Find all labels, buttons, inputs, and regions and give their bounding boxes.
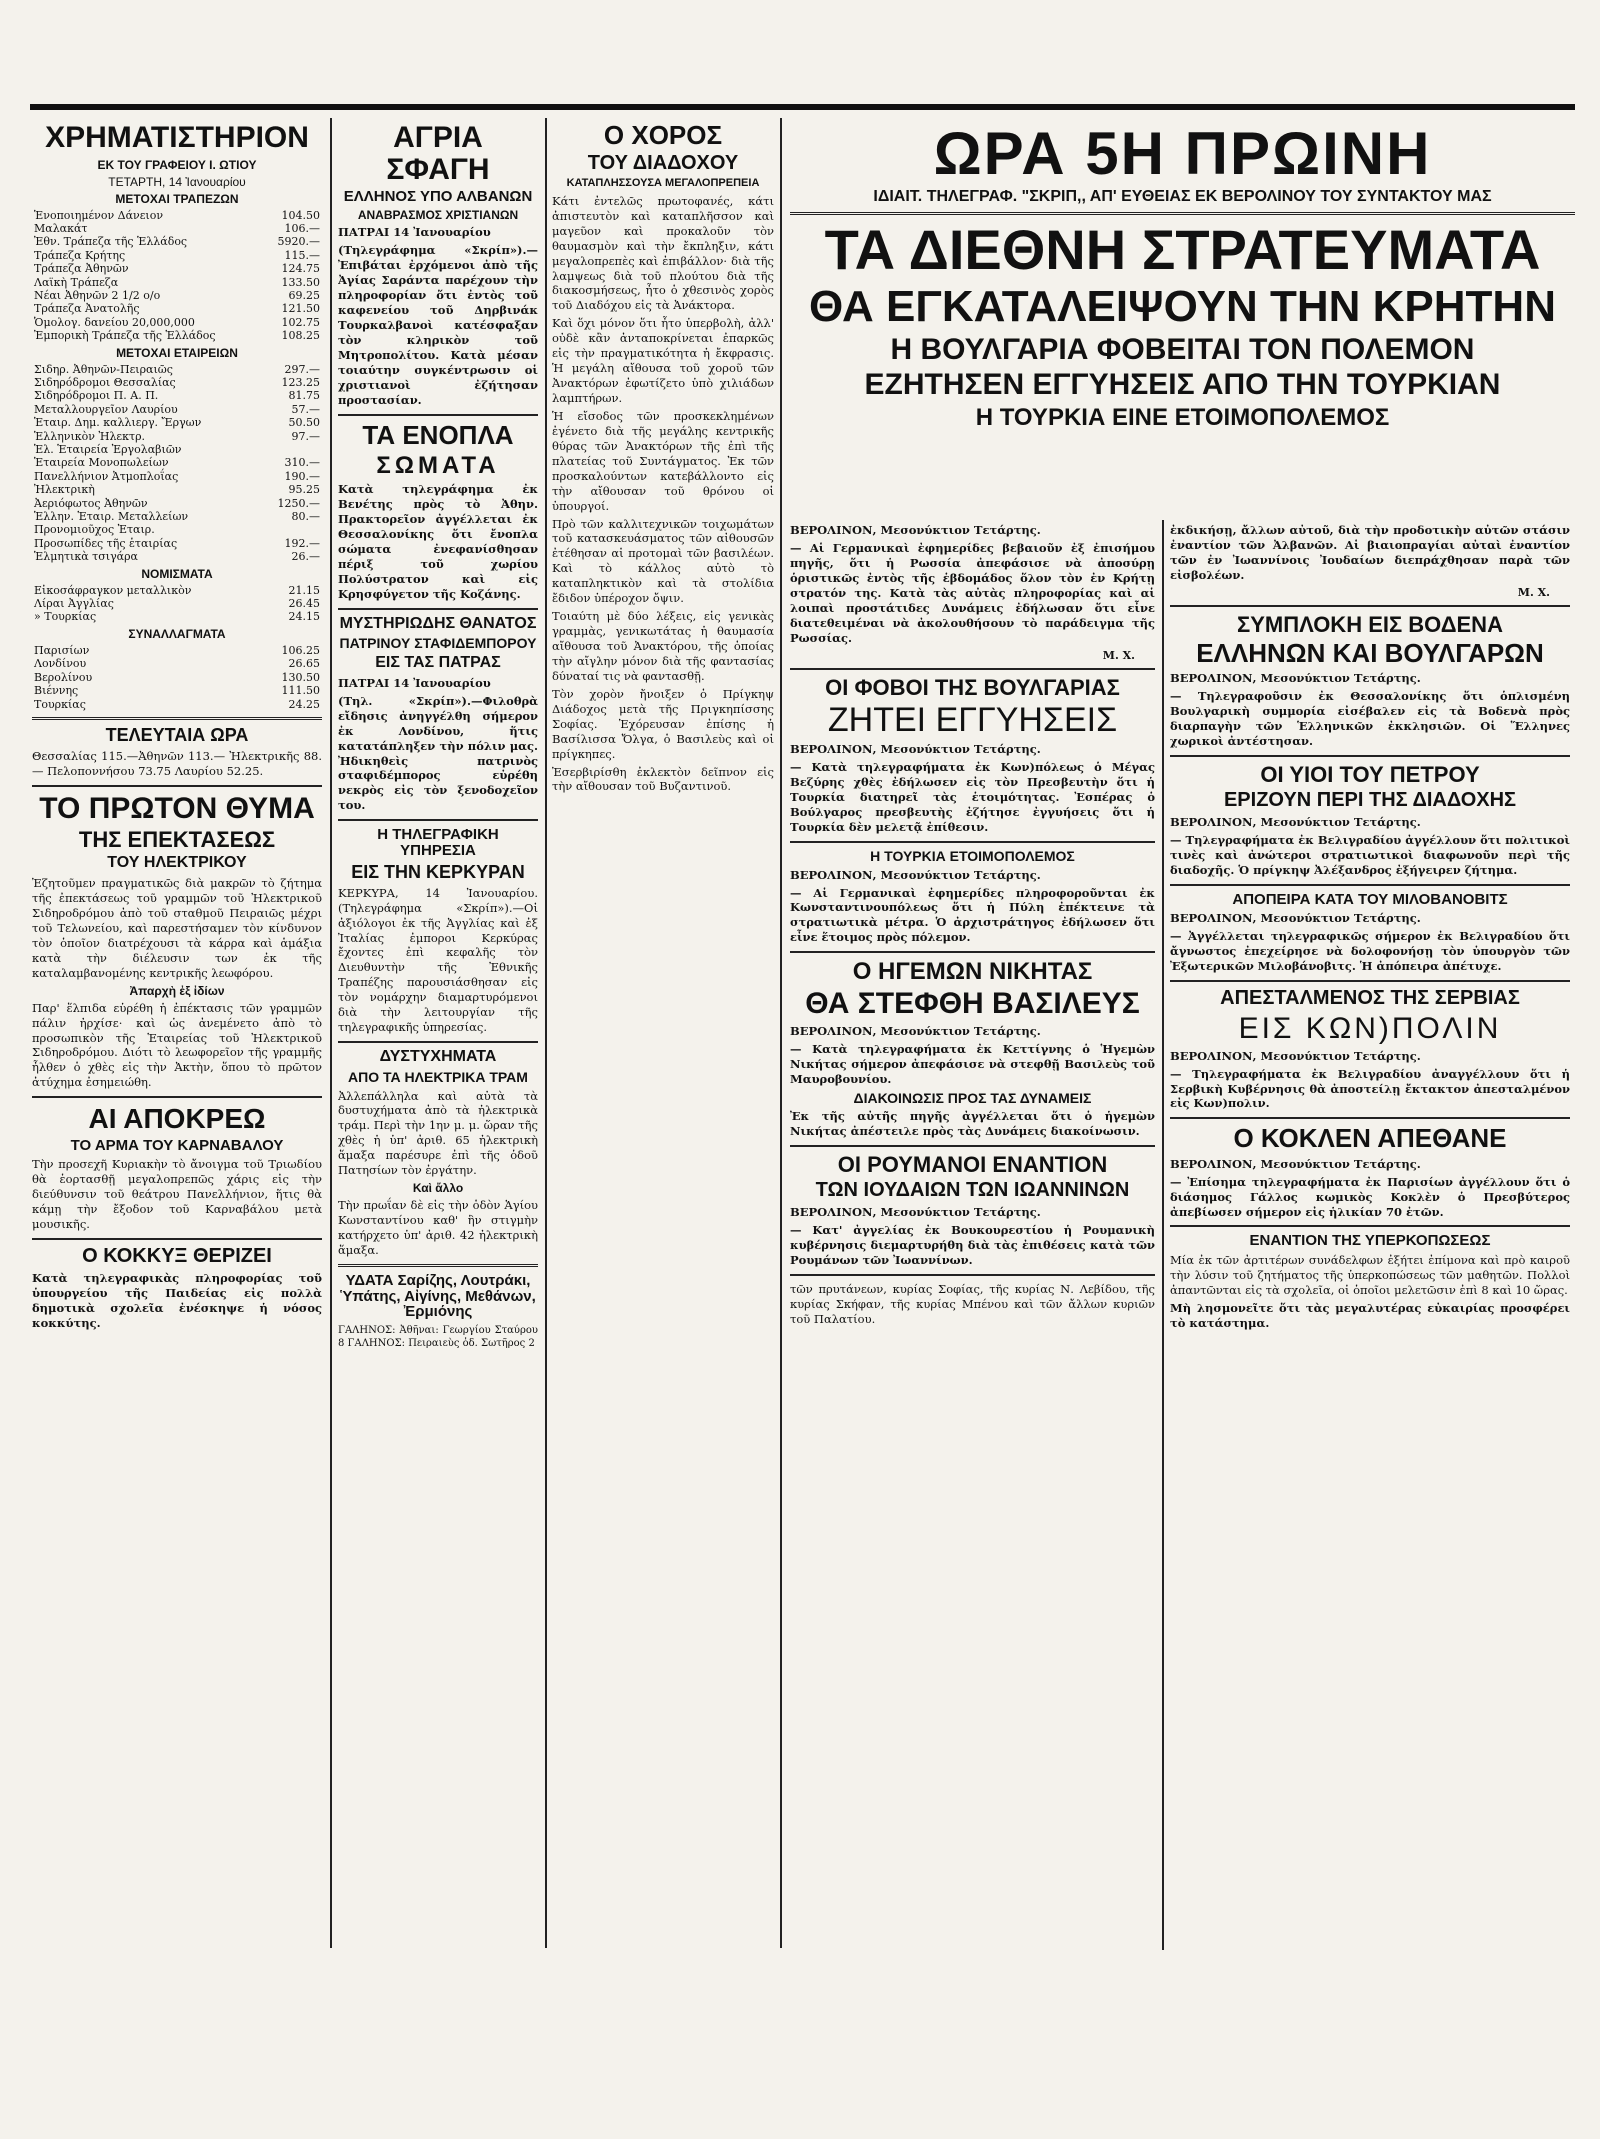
article-body: — Ἀγγέλλεται τηλεγραφικῶς σήμερον ἐκ Βελιγραδίου ὅτι ἄγνωστος ἐπεχείρησε νὰ δολοφονήσῃ τὸν ὑπουργὸν τῶν Ἐξωτερικῶν Μιλοβάνοβιτς. Ἡ ἀπόπειρα ἀπέτυχε. — [1170, 929, 1570, 974]
market-name: Βερολίνου — [34, 670, 93, 684]
divider — [790, 212, 1575, 215]
signature: Μ. Χ. — [1517, 585, 1550, 599]
article-body: — Τηλεγραφήματα ἐκ Βελιγραδίου ἀναγγέλλουν ὅτι ἡ Σερβικὴ Κυβέρνησις θὰ ἀποστείλῃ ἔκτακτον ἀπεσταλμένον εἰς Κων)πολιν. — [1170, 1066, 1570, 1111]
column-divider — [1162, 520, 1164, 1950]
market-name: Ἑλμητικὰ τσιγάρα — [34, 550, 138, 564]
article-title: ΟΙ ΥΙΟΙ ΤΟΥ ΠΕΤΡΟΥ — [1260, 761, 1480, 787]
market-value: 50.50 — [288, 416, 320, 430]
market-value: 106.25 — [281, 643, 320, 657]
market-value: 5920.— — [277, 235, 320, 249]
article-body: Ἀλλεπάλληλα καὶ αὐτὰ τὰ δυστυχήματα ἀπὸ τὰ ἠλεκτρικὰ τράμ. Περὶ τὴν 1ην μ. μ. ὥραν τῆς χθὲς ἡ ὑπ' ἀριθ. 65 ἠλεκτρικὴ ἅμαξα παρέσυρε ἐπὶ τῆς ὁδοῦ Πατησίων τὸν ἐργάτην. — [338, 1088, 538, 1178]
market-value: 130.50 — [281, 670, 320, 684]
market-row — [32, 470, 322, 483]
article-body: — Τηλεγραφήματα ἐκ Βελιγραδίου ἀγγέλλουν ὅτι πολιτικοὶ τινὲς καὶ ἀνώτεροι στρατιωτικοὶ διαφωνοῦν περὶ τῆς διαδοχῆς. Ὁ πρίγκηψ Ἀλέξανδρος ἐξήγειρεν ζήτημα. — [1170, 832, 1570, 877]
market-value: 124.75 — [281, 262, 320, 276]
article-body: (Τηλεγράφημα «Σκρίπ»).—Ἐπιβάται ἐρχόμενοι ἀπὸ τῆς Ἀγίας Σαράντα παρέχουν τὴν πληροφορίαν ὅτι ἐντὸς τοῦ καφενείου τοῦ Δηρβινάκ Τουρκαλβανοὶ κατέσφαξαν τὸν κληρικὸν τοῦ Μητροπολίτου. Κατὰ μέσαν τοιαύτην συγκέντρωσιν οἱ χριστιανοὶ ἐζήτησαν προστασίαν. — [338, 243, 538, 407]
company-shares-table — [32, 363, 322, 564]
article-body: Τὴν πρωΐαν δὲ εἰς τὴν ὁδὸν Ἁγίου Κωνσταντίνου καθ' ἣν στιγμὴν κατήρχετο ὑπ' ἀριθ. 42 ἠλεκτρικὴ ἅμαξα. — [338, 1198, 538, 1257]
market-value: 297.— — [284, 362, 320, 376]
article-body: (Τηλ. «Σκρίπ»).—Φιλοθρὰ εἴδησις ἀνηγγέλθη σήμερον ἐκ Λονδίνου, ἥτις κατατάπληξεν τὴν πόλιν μας. Ἠδικηθεὶς πατρινὸς σταφιδέμπορος εὑρέθη νεκρὸς εἰς τὸν ξενοδοχεῖον του. — [338, 693, 538, 813]
article-body: — Αἱ Γερμανικαὶ ἐφημερίδες βεβαιοῦν ἐξ ἐπισήμου πηγῆς, ὅτι ἡ Ρωσσία ἀπεφάσισε νὰ ἀποσύρῃ ὁριστικῶς ἐντὸς τῆς ἑβδομάδος ὅλον τὸν ἐν Κρήτῃ στρατόν της. Κατὰ τὰς αὐτὰς πληροφορίας καὶ αἱ λοιπαὶ προστάτιδες Δυνάμεις ἐδήλωσαν ὅτι εἶνε διατεθειμέναι νὰ ἀκολουθήσουν τὸ παράδειγμα τῆς Ρωσσίας. — [790, 540, 1155, 645]
article-title: ΑΙ ΑΠΟΚΡΕΩ — [88, 1103, 266, 1135]
market-name: Τράπεζα Ἀνατολῆς — [34, 302, 140, 316]
article-body: — Ἐπίσημα τηλεγραφήματα ἐκ Παρισίων ἀγγέλλουν ὅτι ὁ διάσημος Γάλλος κωμικὸς Κοκλὲν ὁ Πρεσβύτερος ἀπεβίωσεν σήμερον εἰς ἡλικίαν 70 ἐτῶν. — [1170, 1174, 1570, 1219]
article-title: ΔΥΣΤΥΧΗΜΑΤΑ — [379, 1048, 497, 1066]
market-row — [32, 584, 322, 597]
market-value: 97.— — [291, 429, 320, 443]
column-five — [1170, 520, 1570, 1950]
article-body: Κατὰ τηλεγράφημα ἐκ Βενέτης πρὸς τὸ Ἀθην. Πρακτορεῖον ἀγγέλλεται ἐκ Θεσσαλονίκης ὅτι ἔνοπλα σώματα ἐνεφανίσθησαν πέριξ τοῦ χωρίου Πολύστρατον καὶ εἰς Κρησφύγετον τῆς Κοζάνης. — [338, 482, 538, 601]
article-body: Καὶ ὅχι μόνον ὅτι ἦτο ὑπερβολὴ, ἀλλ' οὐδὲ κἂν ἀνταποκρίνεται ἐπαρκῶς εἰς τὴν πραγματικότητα ἡ ἔκφρασις. Ἡ μεγάλη αἴθουσα τοῦ χοροῦ τῶν Ἀνακτόρων ἐφωτίζετο ὑπὸ χιλιάδων λαμπτήρων. — [552, 316, 774, 406]
article-body: Μία ἐκ τῶν ἀρτιτέρων συνάδελφων ἐξήτει ἐπίμονα καὶ πρὸ καιροῦ τὴν λύσιν τοῦ ζητήματος τῆς ὑπερκοπώσεως τῶν μαθητῶν. Πολλοὶ ἀπαντῶνται εἰς τὰ σχολεῖα, οἱ ὁποῖοι μελετῶσιν ἐπὶ 8 καὶ 10 ὥρας. — [1170, 1253, 1570, 1298]
market-row — [32, 302, 322, 315]
market-value — [260, 523, 322, 536]
article-title: ΤΑ ΕΝΟΠΛΑ — [362, 419, 514, 450]
dateline: ΠΑΤΡΑΙ 14 Ἰανουαρίου — [338, 225, 491, 240]
divider — [1170, 1117, 1570, 1119]
divider — [1170, 605, 1570, 607]
market-value — [260, 443, 322, 456]
article-body: Ἡ εἴσοδος τῶν προσκεκλημένων ἐγένετο διὰ τῆς μεγάλης κεντρικῆς θύρας τῶν Ἀνακτόρων τῆς ἐπὶ τῆς πλατείας τοῦ Συντάγματος. Ἐκ τῶν προσκαλούντων κατεβάλλοντο εἰς τὴν αἴθουσαν τοῦ θρόνου οἱ ὑπουργοί. — [552, 408, 774, 513]
article-body: — Κατὰ τηλεγραφήματα ἐκ Κεττίγνης ὁ Ἡγεμὼν Νικήτας σήμερον ἀπεφάσισε νὰ στεφθῇ Βασιλεὺς τοῦ Μαυροβουνίου. — [790, 1041, 1155, 1086]
bank-shares-table — [32, 209, 322, 343]
dateline: ΒΕΡΟΛΙΝΟΝ, Μεσονύκτιον Τετάρτης. — [1170, 911, 1421, 926]
market-name: Ἐμπορικὴ Τράπεζα τῆς Ἑλλάδος — [34, 329, 216, 343]
notice: Μὴ λησμονεῖτε ὅτι τὰς μεγαλυτέρας εὐκαιρίας προσφέρει τὸ κατάστημα. — [1170, 1301, 1570, 1330]
article-body: Κάτι ἐντελῶς πρωτοφανές, κάτι ἀπιστευτὸν καὶ καταπλῆσσον καὶ μαγεῦον καὶ προκαλοῦν τὸν θαυμασμὸν καὶ τὴν ἔκπληξιν, κάτι μεγαλοπρεπὲς καὶ ἐπιβάλλον· διὰ τῆς λαμψεως διὰ τοῦ πλούτου διὰ τῆς διακοσμήσεως, ἦτο ὁ χθεσινὸς χορὸς τοῦ Διαδόχου εἰς τὰ Ἀνάκτορα. — [552, 193, 774, 313]
market-name: Ὁμολογ. δανείου 20,000,000 — [34, 315, 195, 329]
market-value: 95.25 — [288, 483, 320, 497]
market-name: Τουρκίας — [34, 697, 86, 711]
article-body: Πρὸ τῶν καλλιτεχνικῶν τοιχωμάτων τοῦ κατασκευάσματος τῶν αἰθουσῶν ἐτέθησαν αἱ προτομαὶ τῶν βασιλέων. Καὶ τὸ κάλλος αὐτὸ τὸ καταπληκτικὸν καὶ τὰ στολίδια ἔδιδον ὑπέροχον ὄψιν. — [552, 516, 774, 606]
main-headline: ΕΖΗΤΗΣΕΝ ΕΓΓΥΗΣΕΙΣ ΑΠΟ ΤΗΝ ΤΟΥΡΚΙΑΝ — [864, 368, 1501, 402]
market-row — [32, 523, 322, 536]
divider — [790, 668, 1155, 670]
article-body: ΚΕΡΚΥΡΑ, 14 Ἰανουαρίου. (Τηλεγράφημα «Σκρίπ»).—Οἱ ἀξιόλογοι ἐκ τῆς Ἀγγλίας καὶ ἐξ Ἰταλίας ἐμποροι Κερκύρας ἔχοντες ἐπὶ κεφαλῆς τὸν Διευθυντὴν τῆς Ἐθνικῆς Τραπέζης παρουσιάσθησαν εἰς τὸν νομάρχην διαμαρτυρόμενοι διὰ τὴν λειτουργίαν τῆς τηλεγραφικῆς ὑπηρεσίας. — [338, 885, 538, 1035]
market-name: Λίραι Ἀγγλίας — [34, 597, 114, 611]
divider — [32, 717, 322, 720]
market-row — [32, 403, 322, 416]
market-value: 115.— — [284, 248, 320, 262]
column-divider — [545, 118, 547, 1948]
signature: Μ. Χ. — [1102, 648, 1135, 662]
article-body: Κατὰ τηλεγραφικὰς πληροφορίας τοῦ ὑπουργείου τῆς Παιδείας εἰς πολλὰ δημοτικὰ σχολεῖα ἐνέσκηψε ἡ νόσος κοκκύτης. — [32, 1271, 322, 1330]
column-two — [338, 118, 538, 1948]
divider — [790, 1145, 1155, 1147]
market-row — [32, 389, 322, 402]
market-name: Νέαι Ἀθηνῶν 2 1/2 ο/ο — [34, 288, 161, 302]
market-row — [32, 235, 322, 248]
market-row — [32, 657, 322, 670]
masthead-title: ΩΡΑ 5Η ΠΡΩΙΝΗ — [933, 120, 1432, 187]
article-body: Τὸν χορὸν ἤνοιξεν ὁ Πρίγκηψ Διάδοχος μετὰ τῆς Πριγκηπίσσης Σοφίας. Ἐχόρευσαν ἐπίσης ἡ Βασίλισσα Ὄλγα, ὁ Βασιλεὺς καὶ οἱ πρίγκηπες. — [552, 686, 774, 761]
article-title: ΤΟ ΠΡΩΤΟΝ ΘΥΜΑ — [39, 791, 315, 825]
market-value: 102.75 — [281, 315, 320, 329]
market-value: 24.15 — [288, 610, 320, 624]
masthead-subtitle: ΙΔΙΑΙΤ. ΤΗΛΕΓΡΑΦ. "ΣΚΡΙΠ,, ΑΠ' ΕΥΘΕΙΑΣ ΕΚ ΒΕΡΟΛΙΝΟΥ ΤΟΥ ΣΥΝΤΑΚΤΟΥ ΜΑΣ — [873, 188, 1492, 205]
coins-table — [32, 584, 322, 624]
market-name: Βιέννης — [34, 684, 79, 698]
divider — [338, 819, 538, 821]
divider — [790, 1274, 1155, 1276]
advert-body: ΓΑΛΗΝΟΣ: Ἀθῆναι: Γεωργίου Σταύρου 8 ΓΑΛΗΝΟΣ: Πειραιεὺς ὁδ. Σωτῆρος 2 — [338, 1325, 538, 1350]
column-source: ΕΚ ΤΟΥ ΓΡΑΦΕΙΟΥ Ι. ΩΤΙΟΥ — [97, 157, 257, 172]
article-title: Ο ΚΟΚΛΕΝ ΑΠΕΘΑΝΕ — [1233, 1123, 1507, 1154]
article-subtitle: ΤΗΣ ΕΠΕΚΤΑΣΕΩΣ — [78, 827, 276, 853]
market-name: Ἑλλην. Ἑταιρ. Μεταλλείων — [34, 510, 189, 524]
article-body: ἐκδικήσῃ, ἄλλων αὐτοῦ, διὰ τὴν προδοτικὴν αὐτῶν στάσιν ἐναντίον τῶν Ἀλβανῶν. Αἱ βιαιοπραγίαι αὐταὶ ἐναντίον τῶν ἐν Ἰωαννίνοις Ἰουδαίων διεπράχθησαν παρὰ τῶν εἰσβολέων. — [1170, 523, 1570, 582]
market-name: Σιδηρ. Ἀθηνῶν-Πειραιῶς — [34, 362, 173, 376]
market-name: » Τουρκίας — [34, 610, 97, 624]
article-subtitle: ΕΛΛΗΝΟΣ ΥΠΟ ΑΛΒΑΝΩΝ — [343, 188, 533, 205]
market-name: Ἑταιρεία Μονοπωλείων — [34, 456, 169, 470]
article-title: Ο ΗΓΕΜΩΝ ΝΙΚΗΤΑΣ — [852, 958, 1093, 986]
market-row — [32, 644, 322, 657]
market-row — [32, 671, 322, 684]
market-value: 26.— — [291, 550, 320, 564]
article-title: ΑΓΡΙΑ ΣΦΑΓΗ — [386, 121, 490, 186]
market-name: Λονδίνου — [34, 657, 87, 671]
divider — [790, 951, 1155, 953]
market-value: 104.50 — [281, 208, 320, 222]
dateline: ΒΕΡΟΛΙΝΟΝ, Μεσονύκτιον Τετάρτης. — [1170, 1048, 1421, 1063]
market-row — [32, 430, 322, 443]
column-divider — [780, 118, 782, 1948]
market-row — [32, 510, 322, 523]
market-value: 24.25 — [288, 697, 320, 711]
market-value: 57.— — [291, 402, 320, 416]
market-value: 310.— — [284, 456, 320, 470]
article-subtitle: ΕΙΣ ΤΑΣ ΠΑΤΡΑΣ — [375, 654, 501, 672]
column-divider — [330, 118, 332, 1948]
article-subtitle: ΤΟΥ ΗΛΕΚΤΡΙΚΟΥ — [107, 854, 247, 872]
market-row — [32, 483, 322, 496]
market-row — [32, 497, 322, 510]
article-body: Ἐκ τῆς αὐτῆς πηγῆς ἀγγέλλεται ὅτι ὁ ἡγεμὼν Νικήτας ἀπέστειλε πρὸς τὰς Δυνάμεις διακοίνωσιν. — [790, 1109, 1155, 1139]
article-title: ΣΥΜΠΛΟΚΗ ΕΙΣ ΒΟΔΕΝΑ — [1237, 611, 1503, 637]
divider — [790, 841, 1155, 843]
dateline: ΒΕΡΟΛΙΝΟΝ, Μεσονύκτιον Τετάρτης. — [790, 523, 1041, 537]
market-row — [32, 443, 322, 456]
market-value: 108.25 — [281, 329, 320, 343]
market-value: 121.50 — [281, 302, 320, 316]
market-value: 81.75 — [288, 389, 320, 403]
main-headline: ΤΑ ΔΙΕΘΝΗ ΣΤΡΑΤΕΥΜΑΤΑ — [824, 217, 1541, 281]
dateline: ΒΕΡΟΛΙΝΟΝ, Μεσονύκτιον Τετάρτης. — [1170, 1156, 1421, 1171]
divider — [1170, 884, 1570, 886]
article-subtitle: ΑΠΟ ΤΑ ΗΛΕΚΤΡΙΚΑ ΤΡΑΜ — [348, 1068, 528, 1085]
section-heading: ΣΥΝΑΛΛΑΓΜΑΤΑ — [128, 626, 226, 641]
dateline: ΒΕΡΟΛΙΝΟΝ, Μεσονύκτιον Τετάρτης. — [790, 742, 1041, 757]
article-body: — Κατ' ἀγγελίας ἐκ Βουκουρεστίου ἡ Ρουμανικὴ κυβέρνησις διεμαρτυρήθη διὰ τὰς ἐπιθέσεις κατὰ τῶν Ρουμάνων τῶν Ἰωαννίνων. — [790, 1223, 1155, 1268]
market-value: 190.— — [284, 469, 320, 483]
market-name: Εἰκοσάφραγκον μεταλλικὸν — [34, 583, 192, 597]
advert-title: ΥΔΑΤΑ Σαρίζης, Λουτράκι, Ὑπάτης, Αἰγίνης, Μεθάνων, Ἐρμιόνης — [340, 1271, 536, 1321]
market-row — [32, 363, 322, 376]
market-row — [32, 416, 322, 429]
market-name: Πανελλήνιον Ἀτμοπλοΐας — [34, 469, 179, 483]
dateline: ΒΕΡΟΛΙΝΟΝ, Μεσονύκτιον Τετάρτης. — [790, 867, 1041, 882]
column-title: ΧΡΗΜΑΤΙΣΤΗΡΙΟΝ — [45, 121, 309, 154]
article-body: Τὴν προσεχῆ Κυριακὴν τὸ ἄνοιγμα τοῦ Τριωδίου θὰ ἑορτασθῇ μεγαλοπρεπῶς χάρις εἰς τὴν διεύθυνσιν τοῦ θεάτρου Πανελλήνιον, ἥτις θὰ κάμῃ τὴν ἔξοδον τοῦ Καρναβάλου μετὰ μουσικῆς. — [32, 1157, 322, 1232]
market-value: 106.— — [284, 221, 320, 235]
market-name: Τράπεζα Ἀθηνῶν — [34, 262, 129, 276]
market-name: Ἑλ. Ἑταιρεία Ἐργολαβιῶν — [34, 443, 182, 456]
market-name: Ἠλεκτρικὴ — [34, 483, 95, 497]
article-body: Ἐσερβιρίσθη ἐκλεκτὸν δεῖπνον εἰς τὴν αἴθουσαν τοῦ Βυζαντινοῦ. — [552, 764, 774, 794]
market-value: 80.— — [291, 510, 320, 524]
market-row — [32, 550, 322, 563]
dateline: ΒΕΡΟΛΙΝΟΝ, Μεσονύκτιον Τετάρτης. — [790, 1205, 1041, 1220]
article-subtitle: ΤΩΝ ΙΟΥΔΑΙΩΝ ΤΩΝ ΙΩΑΝΝΙΝΩΝ — [815, 1179, 1130, 1202]
market-value: 21.15 — [288, 583, 320, 597]
market-name: Προσωπίδες τῆς ἑταιρίας — [34, 536, 178, 550]
article-body: — Κατὰ τηλεγραφήματα ἐκ Κων)πόλεως ὁ Μέγας Βεζύρης χθὲς ἐδήλωσεν εἰς τὸν Πρεσβευτὴν ὅτι ἡ Τουρκία διατηρεῖ τὰς ἑτοιμότητας. Ἐσπέρας ὁ Βούλγαρος πρεσβευτὴς ἐζήτησε ἐγγυήσεις ὅτι ἡ Τουρκία δὲν μελετᾷ ἐπίθεσιν. — [790, 760, 1155, 834]
market-name: Τράπεζα Κρήτης — [34, 248, 126, 262]
market-name: Ἀεριόφωτος Ἀθηνῶν — [34, 496, 148, 510]
market-value: 26.45 — [288, 597, 320, 611]
market-row — [32, 276, 322, 289]
article-subtitle: ΕΙΣ ΚΩΝ)ΠΟΛΙΝ — [1238, 1012, 1502, 1046]
last-hour-text: Θεσσαλίας 115.—Ἀθηνῶν 113.— Ἠλεκτρικῆς 88. — Πελοποννήσου 73.75 Λαυρίου 52.25. — [32, 748, 322, 778]
article-title: Ο ΚΟΚΚΥΞ ΘΕΡΙΖΕΙ — [82, 1245, 272, 1268]
last-hour-title: ΤΕΛΕΥΤΑΙΑ ΩΡΑ — [105, 724, 249, 745]
article-subtitle: ΤΟ ΑΡΜΑ ΤΟΥ ΚΑΡΝΑΒΑΛΟΥ — [70, 1136, 284, 1154]
market-name: Μαλακάτ — [34, 221, 88, 235]
divider — [338, 414, 538, 416]
column-date: ΤΕΤΑΡΤΗ, 14 Ἰανουαρίου — [108, 174, 246, 189]
main-headline: ΘΑ ΕΓΚΑΤΑΛΕΙΨΟΥΝ ΤΗΝ ΚΡΗΤΗΝ — [809, 281, 1556, 331]
column-stock-market — [32, 118, 322, 1948]
article-body: Παρ' ἕλπιδα εὑρέθη ἡ ἐπέκτασις τῶν γραμμῶν πάλιν ἠρχίσε· καὶ ὡς ἀνεμένετο ἀπὸ τὸ προσωπικὸν τῆς Ἑταιρείας τοῦ Ἠλεκτρικοῦ Σιδηροδρόμου. Διότι τὸ λεωφορεῖον τῆς γραμμῆς ἦλθεν ὁ χθὲς εἰς τὴν Ἀκτὴν, ὅπου τὸ πρῶτον ἀτύχημα ἐσημειώθη. — [32, 1000, 322, 1090]
divider — [32, 1238, 322, 1240]
column-three — [552, 118, 774, 1948]
market-value: 26.65 — [288, 657, 320, 671]
article-subtitle: ΠΑΤΡΙΝΟΥ ΣΤΑΦΙΔΕΜΠΟΡΟΥ — [339, 635, 537, 652]
market-name: Σιδηρόδρομοι Π. Α. Π. — [34, 389, 159, 403]
market-value: 69.25 — [288, 288, 320, 302]
exchange-table — [32, 644, 322, 711]
article-body: — Αἱ Γερμανικαὶ ἐφημερίδες πληροφοροῦνται ἐκ Κωνσταντινουπόλεως ὅτι ἡ Πύλη ἐπέκτεινε τὰ στρατιωτικὰ μέτρα. Ὁ ἀρχιστράτηγος ἐδήλωσεν ὅτι εἶνε ἕτοιμος πρὸς πόλεμον. — [790, 885, 1155, 945]
market-row — [32, 610, 322, 623]
section-heading: ΝΟΜΙΣΜΑΤΑ — [141, 566, 213, 581]
market-name: Παρισίων — [34, 643, 90, 657]
market-name: Λαϊκὴ Τράπεζα — [34, 275, 119, 289]
article-title: ΟΙ ΡΟΥΜΑΝΟΙ ΕΝΑΝΤΙΟΝ — [837, 1152, 1108, 1178]
main-headline: Η ΤΟΥΡΚΙΑ ΕΙΝΕ ΕΤΟΙΜΟΠΟΛΕΜΟΣ — [975, 403, 1390, 431]
article-subtitle: ΕΡΙΖΟΥΝ ΠΕΡΙ ΤΗΣ ΔΙΑΔΟΧΗΣ — [1223, 788, 1517, 811]
article-subtitle: ΘΑ ΣΤΕΦΘΗ ΒΑΣΙΛΕΥΣ — [805, 987, 1140, 1021]
market-value: 133.50 — [281, 275, 320, 289]
market-row — [32, 537, 322, 550]
market-row — [32, 289, 322, 302]
market-name: Ἑνοποιημένον Δάνειον — [34, 208, 164, 222]
market-name: Προνομιοῦχος Ἑταιρ. — [34, 523, 155, 537]
article-title: ΕΝΑΝΤΙΟΝ ΤΗΣ ΥΠΕΡΚΟΠΩΣΕΩΣ — [1249, 1232, 1491, 1250]
market-name: Ἑλληνικὸν Ἠλεκτρ. — [34, 429, 146, 443]
section-heading: ΜΕΤΟΧΑΙ ΕΤΑΙΡΕΙΩΝ — [116, 345, 238, 360]
divider — [1170, 1225, 1570, 1227]
market-row — [32, 698, 322, 711]
market-row — [32, 597, 322, 610]
market-row — [32, 222, 322, 235]
article-title: ΑΠΕΣΤΑΛΜΕΝΟΣ ΤΗΣ ΣΕΡΒΙΑΣ — [1220, 987, 1520, 1010]
market-row — [32, 249, 322, 262]
article-subtitle: ΑΝΑΒΡΑΣΜΟΣ ΧΡΙΣΤΙΑΝΩΝ — [357, 207, 519, 222]
article-subtitle: ΕΛΛΗΝΩΝ ΚΑΙ ΒΟΥΛΓΑΡΩΝ — [1196, 637, 1544, 668]
dateline: ΒΕΡΟΛΙΝΟΝ, Μεσονύκτιον Τετάρτης. — [1170, 814, 1421, 829]
article-body: — Τηλεγραφοῦσιν ἐκ Θεσσαλονίκης ὅτι ὁπλισμένη Βουλγαρικὴ συμμορία εἰσέβαλεν εἰς τὰ Βοδενὰ πρὸς διαρπαγὴν τῶν Ἑλληνικῶν ἐκκλησιῶν. Οἱ Ἕλληνες χωρικοὶ ἀντέστησαν. — [1170, 689, 1570, 748]
top-rule — [30, 104, 1575, 110]
article-subtitle: ΕΙΣ ΤΗΝ ΚΕΡΚΥΡΑΝ — [351, 861, 525, 882]
market-name: Σιδηρόδρομοι Θεσσαλίας — [34, 375, 176, 389]
market-row — [32, 262, 322, 275]
article-title: Ο ΧΟΡΟΣ — [603, 120, 723, 150]
article-subheading: ΔΙΑΚΟΙΝΩΣΙΣ ΠΡΟΣ ΤΑΣ ΔΥΝΑΜΕΙΣ — [853, 1089, 1092, 1106]
article-title: Η ΤΟΥΡΚΙΑ ΕΤΟΙΜΟΠΟΛΕΜΟΣ — [870, 847, 1075, 864]
dateline: ΒΕΡΟΛΙΝΟΝ, Μεσονύκτιον Τετάρτης. — [790, 1023, 1041, 1038]
article-subheading: Καὶ ἄλλο — [412, 1181, 464, 1196]
article-title: ΜΥΣΤΗΡΙΩΔΗΣ ΘΑΝΑΤΟΣ — [339, 614, 537, 632]
divider — [338, 608, 538, 610]
dateline: ΠΑΤΡΑΙ 14 Ἰανουαρίου — [338, 675, 491, 690]
divider — [338, 1041, 538, 1043]
article-subheading: Ἀπαρχὴ ἐξ ἰδίων — [129, 983, 225, 998]
article-title: ΟΙ ΦΟΒΟΙ ΤΗΣ ΒΟΥΛΓΑΡΙΑΣ — [825, 674, 1120, 700]
article-body: Ἐζητοῦμεν πραγματικῶς διὰ μακρῶν τὸ ζήτημα τῆς ἐπεκτάσεως τοῦ γραμμῶν τοῦ Ἠλεκτρικοῦ Σιδηροδρόμου ἀπὸ τοῦ σταθμοῦ Πειραιῶς μέχρι τοῦ Τελωνείου, καὶ παρεστήσαμεν τὸν κίνδυνον τὸν ὁποῖον διατρέχουσι τὰ κάρρα καὶ ἁμάξια κατὰ τὴν διέλευσιν των ἐκ τῆς καταλαμβανομένης κεντρικῆς λεωφόρου. — [32, 876, 322, 980]
article-subtitle: ΣΩΜΑΤΑ — [376, 451, 500, 479]
article-body: τῶν πρυτάνεων, κυρίας Σοφίας, τῆς κυρίας Ν. Λεβίδου, τῆς κυρίας Σκήφαν, τῆς κυρίας Μπένου καὶ τῶν ἄλλων κυριῶν τοῦ Παλατίου. — [790, 1282, 1155, 1326]
market-row — [32, 684, 322, 697]
article-title: ΑΠΟΠΕΙΡΑ ΚΑΤΑ ΤΟΥ ΜΙΛΟΒΑΝΟΒΙΤΣ — [1232, 890, 1508, 908]
market-value: 1250.— — [277, 496, 320, 510]
market-name: Μεταλλουργεῖον Λαυρίου — [34, 402, 178, 416]
section-heading: ΜΕΤΟΧΑΙ ΤΡΑΠΕΖΩΝ — [115, 191, 239, 206]
column-four — [790, 520, 1155, 1950]
market-row — [32, 456, 322, 469]
market-row — [32, 209, 322, 222]
masthead — [790, 118, 1575, 434]
article-subtitle: ΖΗΤΕΙ ΕΓΓΥΗΣΕΙΣ — [827, 700, 1118, 739]
dateline: ΒΕΡΟΛΙΝΟΝ, Μεσονύκτιον Τετάρτης. — [1170, 671, 1421, 686]
market-row — [32, 316, 322, 329]
market-value: 111.50 — [281, 684, 320, 698]
article-body: Τοιαύτη μὲ δύο λέξεις, εἰς γενικὰς γραμμὰς, γενικωτάτας ἡ θαυμασία αἴθουσα τοῦ Ἀνακτόρου, τῆς ὁποίας τὴν αἴγλην μόνον διὰ τῆς φαντασίας δύναταί τις νὰ φαντασθῇ. — [552, 609, 774, 683]
market-value: 192.— — [284, 536, 320, 550]
divider — [338, 1264, 538, 1267]
divider — [1170, 980, 1570, 982]
article-title: Η ΤΗΛΕΓΡΑΦΙΚΗ ΥΠΗΡΕΣΙΑ — [377, 826, 499, 860]
market-row — [32, 329, 322, 342]
market-value: 123.25 — [281, 375, 320, 389]
divider — [1170, 755, 1570, 757]
article-subtitle: ΚΑΤΑΠΛΗΣΣΟΥΣΑ ΜΕΓΑΛΟΠΡΕΠΕΙΑ — [566, 177, 760, 190]
divider — [32, 1096, 322, 1098]
market-name: Ἑταιρ. Δημ. καλλιεργ. Ἔργων — [34, 416, 202, 430]
divider — [32, 785, 322, 787]
article-subtitle: ΤΟΥ ΔΙΑΔΟΧΟΥ — [587, 152, 739, 175]
market-row — [32, 376, 322, 389]
main-headline: Η ΒΟΥΛΓΑΡΙΑ ΦΟΒΕΙΤΑΙ ΤΟΝ ΠΟΛΕΜΟΝ — [890, 332, 1475, 366]
market-name: Ἐθν. Τράπεζα τῆς Ἑλλάδος — [34, 235, 188, 249]
